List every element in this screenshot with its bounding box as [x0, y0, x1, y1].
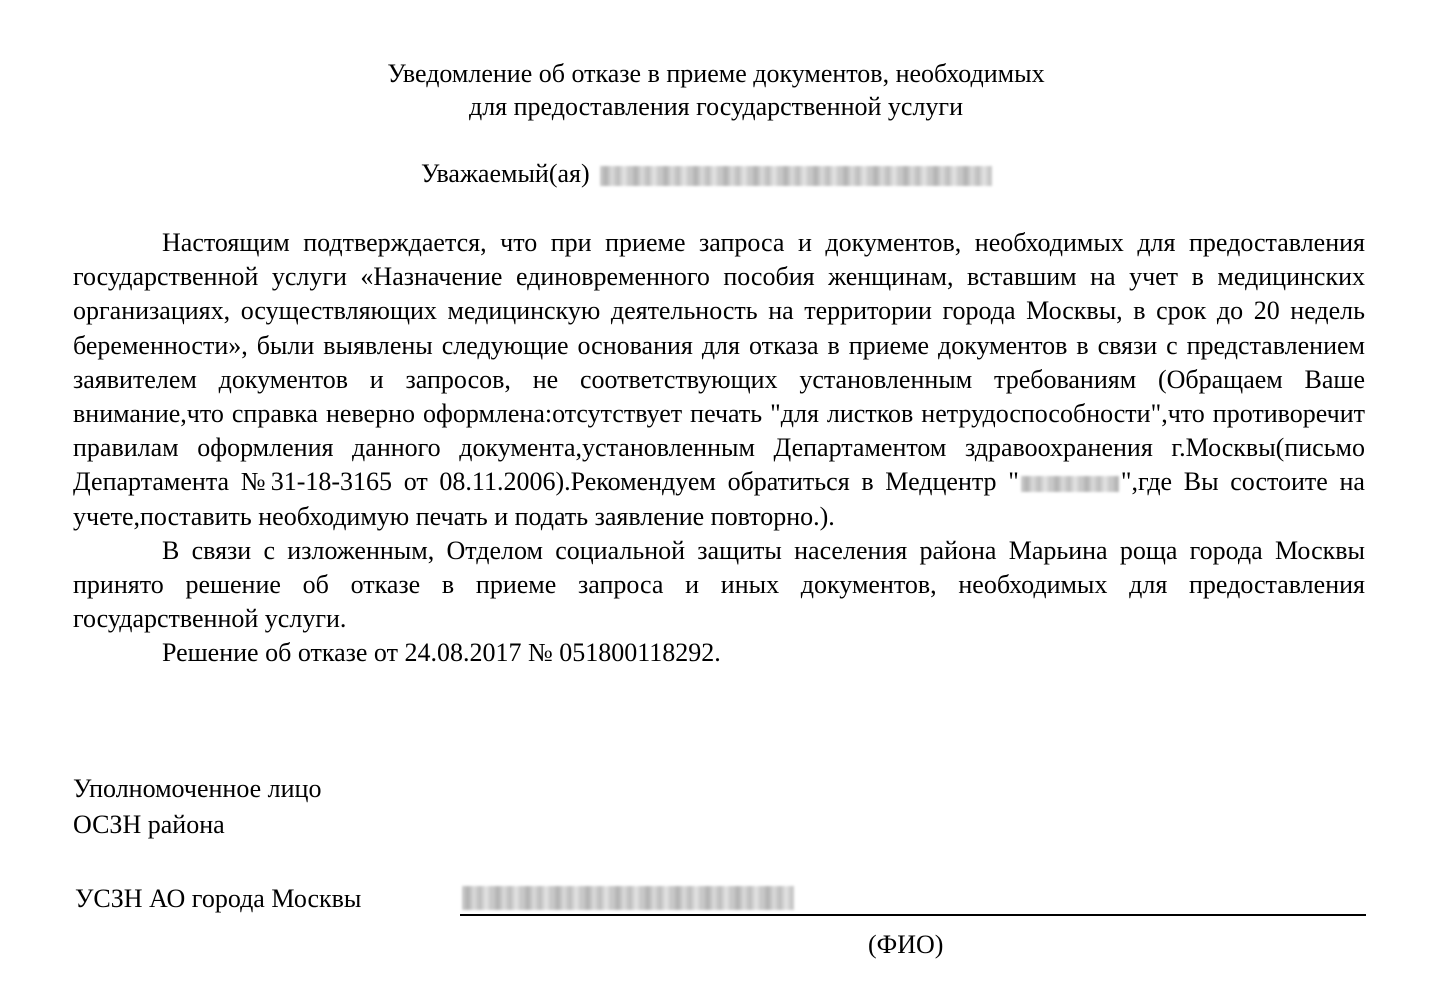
title-line-2: для предоставления государственной услуги: [468, 92, 964, 121]
fio-caption: (ФИО): [868, 930, 944, 959]
title-line-1: Уведомление об отказе в приеме документов, необходимых: [387, 59, 1045, 88]
signer-title-line-1: Уполномоченное лицо: [73, 774, 322, 803]
greeting-label: Уважаемый(ая): [421, 159, 590, 188]
paragraph-grounds-text: Настоящим подтверждается, что при приеме запроса и документов, необходимых для предоставления государственной услуги «Назначение единовременного пособия женщинам, вставшим на учет в медицинских организациях, осуществляющих медицинскую деятельность на территории города Москвы, в срок до 20 недель беременности», были выявлены следующие основания для отказа в приеме документов в связи с представлением заявителем документов и запросов, не соответствующих установленным требованиям (Обращаем Ваше внимание,что справка неверно оформлена:отсутствует печать "для листков нетрудоспособности",что противоречит правилам оформления данного документа,установленным Департаментом здравоохранения г.Москвы(письмо Департамента №31-18-3165 от 08.11.2006).Рекомендуем обратиться в Медцентр ": [73, 228, 1365, 497]
signature-line: [460, 914, 1366, 916]
greeting: [421, 157, 992, 190]
paragraph-decision-number: Решение об отказе от 24.08.2017 № 051800118292.: [162, 638, 721, 668]
redacted-signer-name: [462, 886, 794, 910]
department-label: УСЗН АО города Москвы: [75, 884, 362, 913]
redacted-recipient-name: [600, 166, 992, 186]
signer-block: [73, 771, 321, 843]
document-title: [0, 57, 1432, 123]
paragraph-grounds-text-end: ",где Вы состоите на учете,поставить необходимую печать и подать заявление повторно.).: [73, 467, 1365, 531]
redacted-medical-center-name: [1021, 476, 1119, 492]
paragraph-decision: В связи с изложенным, Отделом социальной защиты населения района Марьина роща города Москвы принято решение об отказе в приеме запроса и иных документов, необходимых для предоставления государственной услуги.: [73, 535, 1365, 634]
paragraph-grounds: [73, 226, 1365, 534]
document-body: [73, 226, 1365, 671]
signer-title-line-2: ОСЗН района: [73, 810, 225, 839]
